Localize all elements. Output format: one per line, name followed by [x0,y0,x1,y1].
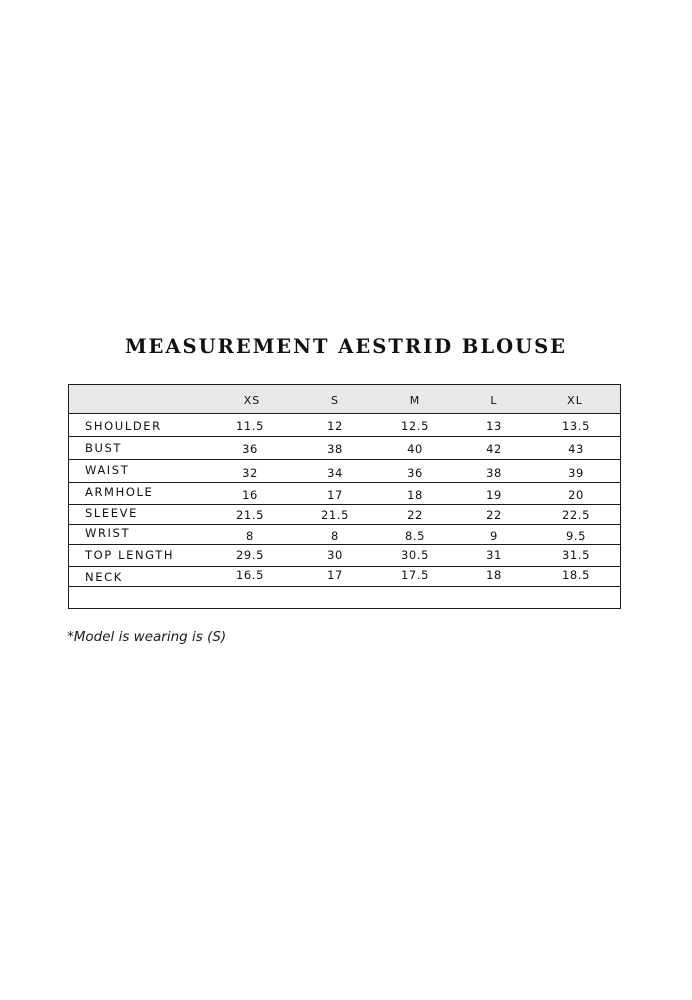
column-header-m: M [409,394,421,407]
row-label: BUST [85,441,123,455]
table-cell: 30.5 [400,548,430,562]
table-cell: 11.5 [235,419,265,433]
column-header-l: L [490,394,498,407]
table-cell: 31 [486,548,502,562]
table-cell: 12.5 [400,419,430,433]
table-cell: 12 [327,419,343,433]
table-cell: 40 [407,442,423,456]
row-label: ARMHOLE [85,485,154,499]
table-row-neck [69,567,620,587]
page-title: MEASUREMENT AESTRID BLOUSE [124,335,568,358]
table-cell: 36 [242,442,258,456]
size-chart-table [68,384,621,609]
table-cell: 18.5 [561,568,591,582]
column-header-xl: XL [567,394,583,407]
table-cell: 42 [486,442,502,456]
table-cell: 29.5 [235,548,265,562]
table-cell: 21.5 [235,508,265,522]
table-cell: 13.5 [561,419,591,433]
table-cell: 8 [246,529,254,543]
row-label: SHOULDER [85,419,162,433]
table-cell: 18 [407,488,423,502]
row-label: WAIST [85,463,130,477]
table-cell: 8.5 [404,529,426,543]
table-empty-row [69,587,620,608]
table-cell: 9 [490,529,498,543]
table-cell: 16 [242,488,258,502]
table-cell: 22 [486,508,502,522]
table-cell: 19 [486,488,502,502]
row-label: SLEEVE [85,506,138,520]
table-cell: 22 [407,508,423,522]
table-cell: 43 [568,442,584,456]
table-cell: 8 [331,529,339,543]
table-cell: 17.5 [400,568,430,582]
table-cell: 13 [486,419,502,433]
table-row-sleeve [69,505,620,525]
table-cell: 16.5 [235,568,265,582]
model-size-note: *Model is wearing is (S) [67,629,227,645]
table-cell: 36 [407,466,423,480]
table-cell: 38 [327,442,343,456]
table-cell: 34 [327,466,343,480]
table-cell: 31.5 [561,548,591,562]
column-header-xs: XS [243,394,261,407]
table-cell: 17 [327,568,343,582]
table-cell: 38 [486,466,502,480]
table-cell: 32 [242,466,258,480]
table-row-bust [69,437,620,460]
table-cell: 39 [568,466,584,480]
row-label: NECK [85,570,123,584]
table-cell: 21.5 [320,508,350,522]
table-header-row [69,385,620,414]
column-header-s: S [331,394,339,407]
table-cell: 18 [486,568,502,582]
table-cell: 22.5 [561,508,591,522]
table-row-armhole [69,483,620,505]
table-row-shoulder [69,414,620,437]
table-cell: 17 [327,488,343,502]
table-cell: 20 [568,488,584,502]
table-row-waist [69,460,620,483]
row-label: TOP LENGTH [85,548,175,562]
row-label: WRIST [85,526,131,540]
table-cell: 9.5 [565,529,587,543]
table-cell: 30 [327,548,343,562]
table-row-top-length [69,545,620,567]
table-row-wrist [69,525,620,545]
